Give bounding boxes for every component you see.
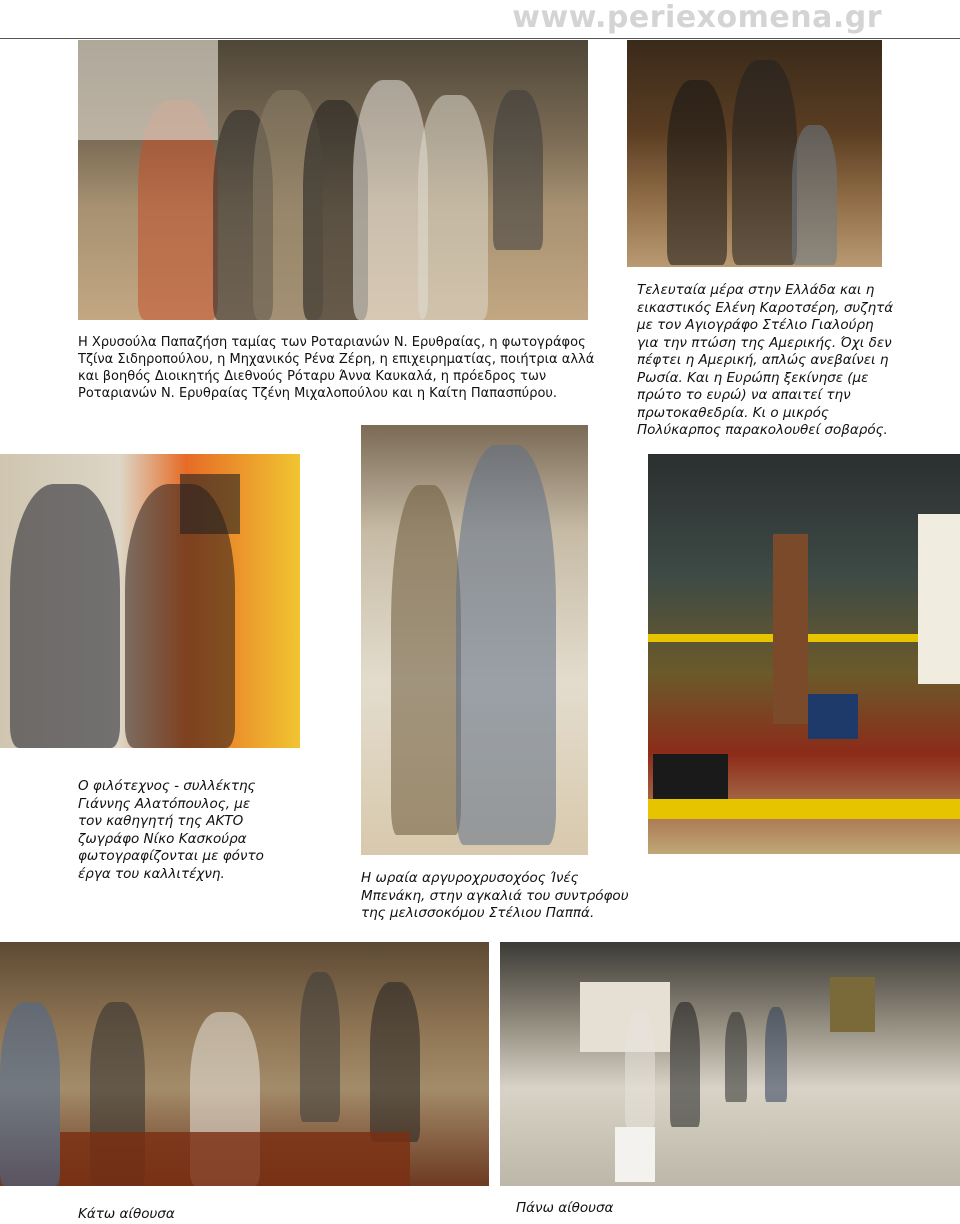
photo-goldsmith (361, 425, 588, 855)
painting (78, 40, 218, 140)
caption-goldsmith: Η ωραία αργυροχρυσοχόος Ίνές Μπενάκη, στην αγκαλιά του συντρόφου της μελισσοκόμου Στέλιου Παππά. (361, 870, 629, 921)
pedestal (615, 1127, 655, 1182)
figure (765, 1007, 787, 1102)
figure (391, 485, 461, 835)
figure (670, 1002, 700, 1127)
caption-upper-hall: Πάνω αίθουσα (516, 1200, 614, 1216)
caption-karotseri: Τελευταία μέρα στην Ελλάδα και η εικαστικός Ελένη Καροτσέρη, συζητά με τον Αγιογράφο Στέλιο Γιαλούρη για την πτώση της Αμερικής. Όχι δεν πέφτει η Αμερική, απλώς ανεβαίνει η Ρωσία. Και η Ευρώπη ξεκίνησε (με πρώτο το ευρώ) να απαιτεί την πρωτοκαθεδρία. Κι ο μικρός Πολύκαρπος παρακολουθεί σοβαρός. (637, 282, 894, 438)
figure (625, 1012, 655, 1127)
photo-collector (0, 454, 300, 748)
figure (725, 1012, 747, 1102)
figure (0, 1002, 60, 1186)
sculpture (808, 694, 858, 739)
wall (918, 514, 960, 684)
figure (792, 125, 837, 265)
header-rule (0, 38, 960, 39)
photo-upper-hall (500, 942, 960, 1186)
site-url: www.periexomena.gr (512, 0, 882, 35)
figure (10, 484, 120, 748)
sculpture (773, 534, 808, 724)
figure (732, 60, 797, 265)
photo-rotary-group (78, 40, 588, 320)
photo-lower-hall (0, 942, 489, 1186)
figure (456, 445, 556, 845)
table (60, 1132, 410, 1186)
figure (418, 95, 488, 320)
painting (830, 977, 875, 1032)
caption-rotary: Η Χρυσούλα Παπαζήση ταμίας των Ροταριανών Ν. Ερυθραίας, η φωτογράφος Τζίνα Σιδηροπούλου, η Μηχανικός Ρένα Ζέρη, η επιχειρηματίας, ποιήτρια αλλά και βοηθός Διοικητής Διεθνούς Ρόταρυ Άννα Καυκαλά, η πρόεδρος των Ροταριανών Ν. Ερυθραίας Τζένη Μιχαλοπούλου και η Καίτη Παπασπύρου. (78, 335, 595, 401)
figure (370, 982, 420, 1142)
photo-sculptures (648, 454, 960, 854)
figure (667, 80, 727, 265)
caption-lower-hall: Κάτω αίθουσα (78, 1206, 175, 1222)
caption-collector: Ο φιλότεχνος - συλλέκτης Γιάννης Αλατόπουλος, με τον καθηγητή της ΑΚΤΟ ζωγράφο Νίκο Κασκούρα φωτογραφίζονται με φόντο έργα του καλλιτέχνη. (78, 778, 264, 882)
photo-karotseri (627, 40, 882, 267)
floor-edge (648, 799, 960, 819)
painting-detail (180, 474, 240, 534)
figure (300, 972, 340, 1122)
figure (353, 80, 428, 320)
figure (493, 90, 543, 250)
